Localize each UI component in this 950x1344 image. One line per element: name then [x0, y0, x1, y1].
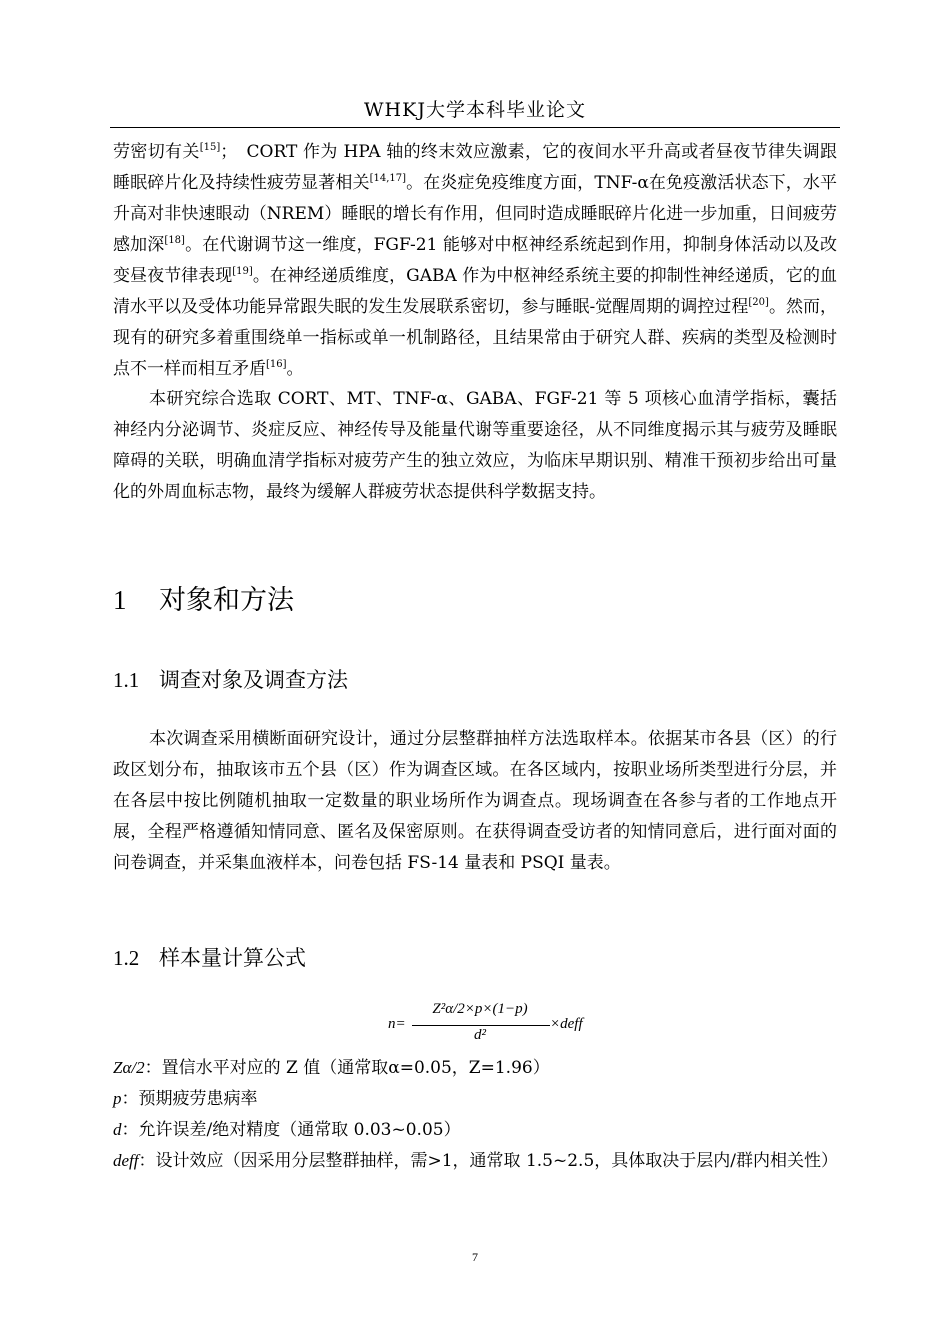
- section-1-2-heading: [113, 942, 306, 972]
- citation: [20]: [748, 297, 769, 308]
- citation: [18]: [164, 235, 185, 246]
- intro-paragraph: [113, 137, 837, 385]
- citation: [16]: [266, 359, 287, 370]
- section-1-heading: [113, 578, 294, 617]
- section-number: 1.2: [113, 946, 140, 970]
- section-1-1-heading: [113, 664, 348, 694]
- formula-numerator: Z²α/2×p×(1−p): [432, 1001, 528, 1017]
- section-title: 调查对象及调查方法: [159, 668, 348, 692]
- study-paragraph: 本研究综合选取 CORT、MT、TNF-α、GABA、FGF-21 等 5 项核心血清学指标，囊括神经内分泌调节、炎症反应、神经传导及能量代谢等重要途径，从不同维度揭示其与疲劳及睡眠障碍的关联，明确血清学指标对疲劳产生的独立效应，为临床早期识别、精准干预初步给出可量化的外周血标志物，最终为缓解人群疲劳状态提供科学数据支持。: [113, 389, 837, 502]
- citation: [14,17]: [369, 173, 407, 184]
- formula-denominator: d²: [474, 1027, 486, 1043]
- page-number: 7: [472, 1250, 478, 1264]
- definition-symbol: Zα/2: [113, 1058, 145, 1077]
- section-1-1-body: 本次调查采用横断面研究设计，通过分层整群抽样方法选取样本。依据某市各县（区）的行政区划分布，抽取该市五个县（区）作为调查区域。在各区域内，按职业场所类型进行分层，并在各层中按比例随机抽取一定数量的职业场所作为调查点。现场调查在各参与者的工作地点开展，全程严格遵循知情同意、匿名及保密原则。在获得调查受访者的知情同意后，进行面对面的问卷调查，并采集血液样本，问卷包括 FS-14 量表和 PSQI 量表。: [113, 729, 837, 873]
- intro-text-1: 劳密切有关: [113, 142, 200, 162]
- section-title: 样本量计算公式: [159, 946, 306, 970]
- intro-text-6: 。然而，现有的研究多着重围绕单一指标或单一机制路径，且结果常由于研究人群、疾病的类型及检测时点不一样而相互矛盾: [113, 297, 838, 379]
- definition-text: ：置信水平对应的 Z 值（通常取α=0.05，Z=1.96）: [144, 1058, 550, 1078]
- definition-symbol: d: [113, 1120, 122, 1139]
- header-rule: [110, 127, 840, 128]
- page-header-title: WHKJ大学本科毕业论文: [364, 99, 586, 121]
- citation: [15]: [199, 142, 221, 153]
- intro-text-4: 。在代谢调节这一维度，FGF-21 能够对中枢神经系统起到作用，抑制身体活动以及改变昼夜节律表现: [113, 235, 838, 286]
- section-number: 1: [113, 585, 127, 615]
- definition-deff: [113, 1145, 837, 1177]
- intro-text-3: 。在炎症免疫维度方面，TNF-α在免疫激活状态下，水平升高对非快速眼动（NREM）睡眠的增长有作用，但同时造成睡眠碎片化进一步加重，日间疲劳感加深: [113, 173, 838, 255]
- definition-symbol: deff: [113, 1151, 139, 1170]
- sample-size-formula: [380, 998, 583, 1048]
- definition-symbol: p: [113, 1089, 122, 1108]
- intro-text-5: 。在神经递质维度，GABA 作为中枢神经系统主要的抑制性神经递质，它的血清水平以及受体功能异常跟失眠的发生发展联系密切，参与睡眠-觉醒周期的调控过程: [113, 266, 838, 317]
- intro-text-2: ； CORT 作为 HPA 轴的终末效应激素，它的夜间水平升高或者昼夜节律失调跟睡眠碎片化及持续性疲劳显著相关: [113, 142, 838, 193]
- section-number: 1.1: [113, 668, 140, 692]
- formula-lhs: n=: [388, 1016, 406, 1032]
- definition-text: ：预期疲劳患病率: [121, 1089, 258, 1109]
- definition-text: ：设计效应（因采用分层整群抽样，需>1，通常取 1.5~2.5，具体取决于层内/群内相关性）: [138, 1151, 839, 1171]
- intro-text-7: 。: [286, 359, 304, 379]
- definition-p: [113, 1083, 837, 1115]
- fraction-bar: [412, 1025, 550, 1026]
- section-title: 对象和方法: [159, 585, 294, 616]
- formula-rhs: ×deff: [550, 1016, 583, 1032]
- definition-text: ：允许误差/绝对精度（通常取 0.03~0.05）: [121, 1120, 461, 1140]
- definition-z: [113, 1052, 837, 1084]
- definition-d: [113, 1114, 837, 1146]
- citation: [19]: [232, 266, 253, 277]
